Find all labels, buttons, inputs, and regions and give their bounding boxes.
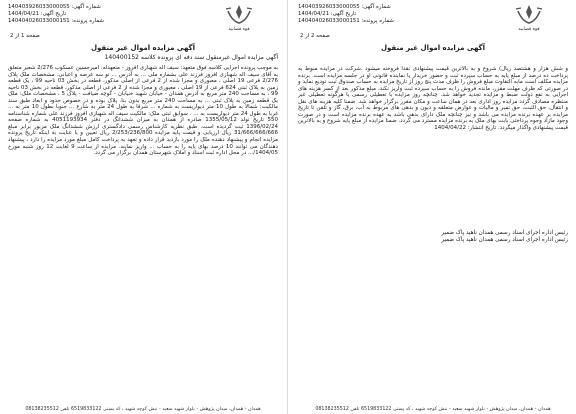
notice-title: آگهی مزایده اموال غیر منقول — [380, 44, 486, 52]
case-number: شماره پرونده: 140404026033000151 — [8, 18, 104, 24]
signature-line: رئیس اداره اجرای اسناد رسمی همدان ناهید پاک ضمیر — [441, 230, 568, 236]
signature-line: رئیس اداره اجرای اسناد رسمی همدان ناهید پاک ضمیر — [441, 237, 568, 243]
judiciary-emblem-icon — [512, 3, 546, 27]
notice-page-2 — [292, 0, 574, 414]
notice-date: تاریخ آگهی: 1404/04/21 — [8, 11, 67, 17]
emblem-label: قوه قضاییه — [228, 27, 250, 32]
notice-number: شماره آگهی: 140403926033000055 — [8, 4, 101, 10]
page-number: صفحه 1 از 2 — [10, 33, 40, 39]
page-divider — [287, 0, 288, 414]
page-number: صفحه 2 از 2 — [300, 33, 330, 39]
notice-title: آگهی مزایده اموال غیر منقول — [90, 44, 196, 52]
notice-date: تاریخ آگهی: 1404/04/21 — [298, 11, 357, 17]
notice-body: به موجب پرونده اجرایی کلاسه فوق متعهد: سیف اله شهبازی افروز - متعهدله: امیرحسین عسکوب 2/276 شعیر متعلق به آقای سیف اله شهبازی افروز فرزند علی بشماره ملی ... به آدرس ... تو سه عرصه و اعیانی. مشخصات ملک پلاک 2/276 فرعی 19 اصلی ، معبوری و مجزا شده از 2 فرعی از اصلی مذکور، قطعه در بخش 03 ناحیه 99 ، یک قطعه زمین به پلاک ثبتی 624 فرعی از 19 اصلی ، معبوری و مجزا شده از 2 فرعی از اصلی مذکور، قطعه در بخش 03 ناحیه 99 ، به مساحت 240 متر مربع به آدرس همدان - خیابان شهید خنیابان - کوچه ضیافت - پلاک 5 ، مشخصات ملک: ملک یک قطعه زمین به پلاک ثبتی ... به مساحت 240 متر مربع بدون بنا. پلاک بوده و در خصوص حدود و ابعاد طبق سند مالکیت: شمالا به طول 10 متر دیواریست به شماره ... شرقا به طول 24 متر به شارع ... جنوبا بطول 10 متر به ... غربا به طول 24 متر دیواریست به ... . سوابق ثبتی ملک: مالکیت سیف اله شهبازی افروز فرزند علی شماره شناسنامه 550 تاریخ تولد 1355/05/12 صادره از همدان به میزان ششدانگ در دفتر 4051193934 به شماره صفحه 1396/02/24 ثبت گردیده است. طبق نظریه کارشناس رسمی دادگستری ارزش ششدانگ ملک مزبور برابر مبلغ 31/666/666/666 ریال ارزیابی و قیمت پایه مزایده 2/253/236/800 ریال تعیین و با عنایت به اینکه تاریخ پرونده مزایده انجام و پیشنهاد دهنده ملک را مورد بازدید قرار داده و تعهد به پرداخت کامل مبلغ مورد مزایده را دارد ، پیشنهاد دهندگان می توانند 10 درصد بهای پایه را به حساب ... واریز نمایند. مزایده از ساعت 9 لغایت 12 روز شنبه مورخ 1404/05/... در محل اداره ثبت اسناد و املاک شهرستان همدان برگزار می گردد. — [8, 65, 279, 157]
emblem-label: قوه قضاییه — [518, 27, 540, 32]
notice-body: و شش هزار و هشتصد ریال) شروع و به بالاترین قیمت پیشنهادی نقدا فروخته میشود .شرکت در مزایده منوط به پرداخت ده درصد از مبلغ پایه به حساب سپرده ثبت و حضور خریدار یا نماینده قانونی او در جلسه مزایده است. برنده مزایده مکلف است مابه التفاوت مبلغ فروش را ظرف مدت پنج روز از تاریخ مزایده به حساب صندوق ثبت تودیع نماید و در صورتی که ظرف مهلت مقرر، مانده فروش را به حساب سپرده ثبت واریز نکند، مبلغ مذکور بعد از کسر هزینه های اجرایی به نفع دولت ضبط و مزایده تجدید خواهد شد. چنانچه روز مزایده با تعطیلی رسمی یا هرگونه تعطیلی غیر منتظره مصادف گردد مزایده روز اداری بعد در همان ساعت و مکان مقرر برگزار خواهد شد. ضمنا کلیه هزینه های نقل و انتقال، حق الثبت، حق تمبر و مالیات و عوارض متعلقه و دیون و بدهی های مربوط به آب، برق، گاز و تلفن تا تاریخ مزایده بر عهده برنده مزایده می باشد و نیز چنانچه ملک دارای بدهی باشد به عهده برنده مزایده است و در صورت وجود مازاد وجوه پرداختی بابت بهای ملک به برنده مزایده مسترد می گردد. ضمنا مزایده از مبلغ پایه شروع و به بالاترین قیمت پیشنهادی واگذار میگردد. تاریخ انتشار: 1404/04/22 — [298, 66, 568, 131]
case-number: شماره پرونده: 140404026033000151 — [298, 18, 394, 24]
signature-block — [298, 230, 568, 244]
notice-meta — [8, 4, 104, 25]
notice-subtitle: آگهی مزایده اموال غیرمنقول سند دفه ای پرونده کلاسه 140400152 — [104, 54, 278, 61]
notice-meta — [298, 4, 394, 25]
notice-page-1 — [2, 0, 284, 414]
judiciary-emblem-icon — [222, 3, 256, 27]
office-address: همدان - همدان، میدان پژوهش - بلوار شهید سعید - نبش کوچه شهید ، کد پستی 6519833122 تلفن 08138235512 — [25, 407, 261, 412]
notice-number: شماره آگهی: 140403926033000055 — [298, 4, 391, 10]
office-address: همدان - همدان، میدان پژوهش - بلوار شهید سعید - نبش کوچه شهید ، کد پستی 6519833122 تلفن 08138235512 — [315, 407, 551, 412]
